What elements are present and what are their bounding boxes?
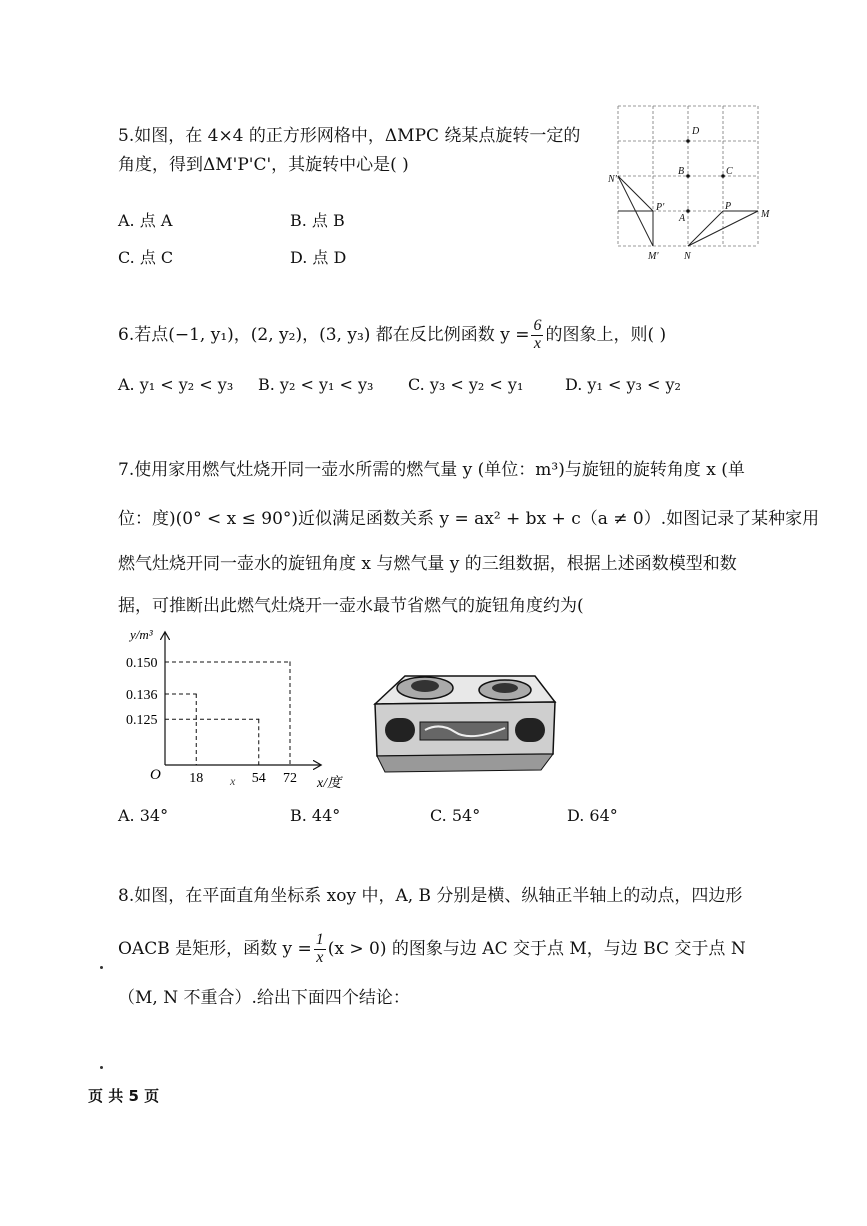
q8-fraction: [314, 932, 326, 967]
q6-frac-num: 6: [533, 317, 542, 334]
q8-frac-den: x: [316, 948, 324, 966]
point-p-prime-label: P': [656, 202, 665, 213]
q6-option-c: C. y₃ < y₂ < y₁: [408, 375, 524, 394]
gas-stove-image: [365, 662, 560, 780]
q7-line3: 燃气灶烧开同一壶水的旋钮角度 x 与燃气量 y 的三组数据，根据上述函数模型和数: [118, 554, 737, 574]
x-axis-label: x/度: [317, 776, 342, 791]
stray-x-label: x: [230, 774, 236, 788]
origin-label: O: [150, 767, 161, 783]
speck-mark-2: [100, 1066, 103, 1069]
data-point: [289, 661, 290, 662]
point-a-label: A: [679, 213, 686, 224]
point-b-label: B: [678, 166, 685, 177]
point-p-label: P: [725, 201, 732, 212]
x-tick-label: 54: [251, 771, 266, 786]
q8-line1: 8.如图，在平面直角坐标系 xoy 中，A, B 分别是横、纵轴正半轴上的动点，四边形: [118, 886, 743, 906]
data-point: [258, 719, 259, 720]
q5-option-d: D. 点 D: [290, 248, 347, 267]
speck-mark: [100, 966, 103, 969]
q8-line2-pre: OACB 是矩形，函数 y =: [118, 938, 312, 959]
q6-option-d: D. y₁ < y₃ < y₂: [565, 375, 681, 394]
q6-option-a: A. y₁ < y₂ < y₃: [118, 375, 234, 394]
q6-stem-pre: 6.若点(−1, y₁)，(2, y₂)，(3, y₃) 都在反比例函数 y =: [118, 324, 530, 345]
q5-option-c: C. 点 C: [118, 248, 174, 267]
q7-option-d: D. 64°: [567, 806, 618, 825]
q7-chart: [112, 625, 362, 795]
q5-option-a: A. 点 A: [118, 211, 173, 230]
x-tick-label: 18: [189, 771, 204, 786]
point-n-label: N: [684, 251, 691, 262]
q7-line1: 7.使用家用燃气灶烧开同一壶水所需的燃气量 y (单位：m³)与旋钮的旋转角度 x (单: [118, 460, 745, 480]
page-footer: 页 共 5 页: [88, 1087, 160, 1105]
q7-option-a: A. 34°: [118, 806, 169, 825]
data-point: [196, 693, 197, 694]
q6-stem-post: 的图象上，则( ): [545, 324, 667, 345]
y-tick-label: 0.125: [126, 713, 158, 729]
y-axis-label: y/m³: [130, 627, 153, 642]
q8-frac-num: 1: [315, 931, 324, 948]
y-tick-label: 0.136: [126, 688, 158, 704]
q8-line3: （M, N 不重合）.给出下面四个结论：: [118, 988, 410, 1008]
q6-stem: [118, 318, 666, 353]
q5-grid-figure: [608, 100, 788, 265]
q6-fraction: [531, 318, 543, 353]
point-d-label: D: [692, 126, 700, 137]
q7-option-c: C. 54°: [430, 806, 481, 825]
q5-option-b: B. 点 B: [290, 211, 345, 230]
q5-line2: 角度，得到ΔM'P'C'，其旋转中心是( ): [118, 155, 409, 175]
q7-line4: 据，可推断出此燃气灶烧开一壶水最节省燃气的旋钮角度约为(: [118, 596, 584, 616]
q7-line2: 位：度)(0° < x ≤ 90°)近似满足函数关系 y = ax² + bx + c（a ≠ 0）.如图记录了某种家用: [118, 509, 820, 529]
x-tick-label: 72: [283, 771, 297, 786]
q7-option-b: B. 44°: [290, 806, 341, 825]
q6-option-b: B. y₂ < y₁ < y₃: [258, 375, 374, 394]
point-m-prime-label: M': [648, 251, 659, 262]
point-n-prime-label: N': [608, 174, 617, 185]
point-c-label: C: [726, 166, 733, 177]
q8-line2: [118, 932, 746, 967]
q6-frac-den: x: [533, 334, 541, 352]
y-tick-label: 0.150: [126, 656, 158, 671]
point-m-label: M: [761, 209, 770, 220]
q8-line2-post: (x > 0) 的图象与边 AC 交于点 M，与边 BC 交于点 N: [327, 938, 746, 959]
q5-line1: 5.如图，在 4×4 的正方形网格中，ΔMPC 绕某点旋转一定的: [118, 126, 581, 146]
